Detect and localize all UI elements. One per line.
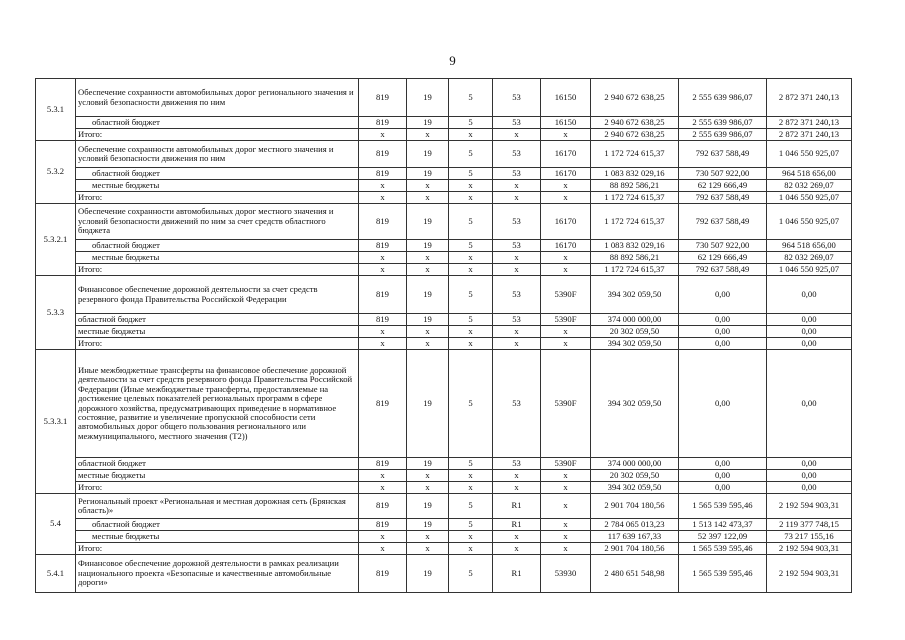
budget-source-cell: областной бюджет <box>76 458 359 470</box>
amount-cell: 792 637 588,49 <box>679 141 767 168</box>
classification-code-cell: x <box>407 180 449 192</box>
amount-cell: 1 083 832 029,16 <box>591 168 679 180</box>
classification-code-cell: x <box>541 252 591 264</box>
classification-code-cell: x <box>449 264 493 276</box>
classification-code-cell: x <box>359 129 407 141</box>
classification-code-cell: x <box>449 326 493 338</box>
amount-cell: 394 302 059,50 <box>591 350 679 458</box>
classification-code-cell: x <box>493 252 541 264</box>
classification-code-cell: 53 <box>493 79 541 117</box>
table-row-sub <box>36 240 852 252</box>
amount-cell: 1 046 550 925,07 <box>767 192 852 204</box>
classification-code-cell: x <box>449 531 493 543</box>
classification-code-cell: x <box>493 129 541 141</box>
classification-code-cell: 53 <box>493 240 541 252</box>
table-row-sub <box>36 519 852 531</box>
budget-source-cell: областной бюджет <box>76 117 359 129</box>
classification-code-cell: 19 <box>407 240 449 252</box>
classification-code-cell: x <box>359 531 407 543</box>
classification-code-cell: x <box>359 264 407 276</box>
classification-code-cell: x <box>359 338 407 350</box>
classification-code-cell: x <box>359 482 407 494</box>
budget-table-body <box>36 79 852 593</box>
classification-code-cell: x <box>359 543 407 555</box>
item-name-cell: Иные межбюджетные трансферты на финансовое обеспечение дорожной деятельности за счет средств резервного фонда Правительства Российской Федерации (Иные межбюджетные трансферты, предоставляемые на достижение целевых показателей региональных программ в сфере дорожного хозяйства, предусматривающих приведение в нормативное состояние, развитие и увеличение пропускной способности сети автомобильных дорог общего пользования регионального или межмуниципального, местного значения (Т2)) <box>76 350 359 458</box>
amount-cell: 52 397 122,09 <box>679 531 767 543</box>
classification-code-cell: 5390F <box>541 350 591 458</box>
amount-cell: 394 302 059,50 <box>591 276 679 314</box>
classification-code-cell: x <box>449 543 493 555</box>
classification-code-cell: x <box>407 338 449 350</box>
table-row-sub <box>36 252 852 264</box>
budget-source-cell: областной бюджет <box>76 314 359 326</box>
amount-cell: 1 046 550 925,07 <box>767 204 852 240</box>
item-code-cell: 5.3.3 <box>36 276 76 350</box>
classification-code-cell: 5 <box>449 314 493 326</box>
budget-source-cell: местные бюджеты <box>76 180 359 192</box>
amount-cell: 2 784 065 013,23 <box>591 519 679 531</box>
amount-cell: 964 518 656,00 <box>767 168 852 180</box>
classification-code-cell: 53 <box>493 276 541 314</box>
classification-code-cell: 19 <box>407 117 449 129</box>
amount-cell: 20 302 059,50 <box>591 470 679 482</box>
table-row-sub <box>36 458 852 470</box>
amount-cell: 2 901 704 180,56 <box>591 543 679 555</box>
table-row-item <box>36 141 852 168</box>
classification-code-cell: 19 <box>407 168 449 180</box>
classification-code-cell: 19 <box>407 141 449 168</box>
classification-code-cell: 5 <box>449 555 493 593</box>
amount-cell: 2 555 639 986,07 <box>679 79 767 117</box>
amount-cell: 2 872 371 240,13 <box>767 117 852 129</box>
classification-code-cell: x <box>407 531 449 543</box>
amount-cell: 0,00 <box>767 458 852 470</box>
item-code-cell: 5.4 <box>36 494 76 555</box>
total-label-cell: Итого: <box>76 264 359 276</box>
classification-code-cell: x <box>449 129 493 141</box>
classification-code-cell: x <box>449 470 493 482</box>
classification-code-cell: x <box>359 252 407 264</box>
classification-code-cell: x <box>541 531 591 543</box>
classification-code-cell: 819 <box>359 555 407 593</box>
classification-code-cell: 5 <box>449 168 493 180</box>
table-row-total <box>36 192 852 204</box>
item-code-cell: 5.3.3.1 <box>36 350 76 494</box>
amount-cell: 0,00 <box>679 470 767 482</box>
amount-cell: 792 637 588,49 <box>679 264 767 276</box>
classification-code-cell: 16170 <box>541 168 591 180</box>
table-row-total <box>36 543 852 555</box>
amount-cell: 2 901 704 180,56 <box>591 494 679 519</box>
classification-code-cell: 5 <box>449 494 493 519</box>
classification-code-cell: 16170 <box>541 204 591 240</box>
classification-code-cell: x <box>407 264 449 276</box>
classification-code-cell: 819 <box>359 458 407 470</box>
amount-cell: 0,00 <box>679 338 767 350</box>
table-row-total <box>36 264 852 276</box>
classification-code-cell: 5390F <box>541 458 591 470</box>
amount-cell: 1 172 724 615,37 <box>591 264 679 276</box>
amount-cell: 1 513 142 473,37 <box>679 519 767 531</box>
classification-code-cell: 5 <box>449 240 493 252</box>
classification-code-cell: x <box>449 252 493 264</box>
classification-code-cell: x <box>407 482 449 494</box>
classification-code-cell: 819 <box>359 494 407 519</box>
amount-cell: 0,00 <box>679 350 767 458</box>
classification-code-cell: x <box>493 470 541 482</box>
table-row-item <box>36 555 852 593</box>
amount-cell: 1 565 539 595,46 <box>679 494 767 519</box>
classification-code-cell: x <box>541 338 591 350</box>
table-row-total <box>36 129 852 141</box>
table-row-sub <box>36 168 852 180</box>
amount-cell: 0,00 <box>679 326 767 338</box>
amount-cell: 2 480 651 548,98 <box>591 555 679 593</box>
classification-code-cell: 5 <box>449 204 493 240</box>
total-label-cell: Итого: <box>76 338 359 350</box>
classification-code-cell: x <box>359 470 407 482</box>
classification-code-cell: 819 <box>359 519 407 531</box>
amount-cell: 730 507 922,00 <box>679 168 767 180</box>
total-label-cell: Итого: <box>76 482 359 494</box>
classification-code-cell: x <box>449 192 493 204</box>
classification-code-cell: 16170 <box>541 141 591 168</box>
item-name-cell: Финансовое обеспечение дорожной деятельности за счет средств резервного фонда Правительства Российской Федерации <box>76 276 359 314</box>
classification-code-cell: x <box>449 338 493 350</box>
amount-cell: 20 302 059,50 <box>591 326 679 338</box>
amount-cell: 374 000 000,00 <box>591 458 679 470</box>
budget-table <box>35 78 852 593</box>
amount-cell: 2 555 639 986,07 <box>679 129 767 141</box>
amount-cell: 0,00 <box>767 470 852 482</box>
classification-code-cell: 16150 <box>541 79 591 117</box>
amount-cell: 394 302 059,50 <box>591 482 679 494</box>
amount-cell: 2 192 594 903,31 <box>767 555 852 593</box>
amount-cell: 2 872 371 240,13 <box>767 129 852 141</box>
classification-code-cell: 5 <box>449 79 493 117</box>
amount-cell: 2 192 594 903,31 <box>767 494 852 519</box>
classification-code-cell: x <box>541 326 591 338</box>
classification-code-cell: 19 <box>407 314 449 326</box>
item-code-cell: 5.4.1 <box>36 555 76 593</box>
classification-code-cell: 53 <box>493 141 541 168</box>
item-name-cell: Финансовое обеспечение дорожной деятельности в рамках реализации национального проекта «Безопасные и качественные автомобильные дороги» <box>76 555 359 593</box>
item-name-cell: Обеспечение сохранности автомобильных дорог регионального значения и условий безопасности движения по ним <box>76 79 359 117</box>
table-row-sub <box>36 117 852 129</box>
amount-cell: 0,00 <box>767 326 852 338</box>
amount-cell: 82 032 269,07 <box>767 180 852 192</box>
classification-code-cell: x <box>541 264 591 276</box>
classification-code-cell: 19 <box>407 555 449 593</box>
classification-code-cell: R1 <box>493 555 541 593</box>
table-row-item <box>36 204 852 240</box>
amount-cell: 88 892 586,21 <box>591 252 679 264</box>
budget-source-cell: местные бюджеты <box>76 531 359 543</box>
table-row-item <box>36 350 852 458</box>
classification-code-cell: 5 <box>449 141 493 168</box>
amount-cell: 792 637 588,49 <box>679 204 767 240</box>
classification-code-cell: x <box>493 180 541 192</box>
classification-code-cell: 19 <box>407 494 449 519</box>
budget-source-cell: областной бюджет <box>76 240 359 252</box>
classification-code-cell: x <box>541 470 591 482</box>
classification-code-cell: x <box>407 326 449 338</box>
budget-source-cell: местные бюджеты <box>76 326 359 338</box>
classification-code-cell: 5 <box>449 276 493 314</box>
classification-code-cell: x <box>493 264 541 276</box>
classification-code-cell: 5390F <box>541 314 591 326</box>
classification-code-cell: 19 <box>407 350 449 458</box>
classification-code-cell: 819 <box>359 168 407 180</box>
amount-cell: 1 565 539 595,46 <box>679 555 767 593</box>
classification-code-cell: 19 <box>407 79 449 117</box>
table-row-item <box>36 494 852 519</box>
total-label-cell: Итого: <box>76 192 359 204</box>
table-row-total <box>36 482 852 494</box>
amount-cell: 0,00 <box>767 338 852 350</box>
classification-code-cell: 53930 <box>541 555 591 593</box>
classification-code-cell: 19 <box>407 276 449 314</box>
classification-code-cell: R1 <box>493 519 541 531</box>
classification-code-cell: x <box>541 180 591 192</box>
classification-code-cell: 53 <box>493 168 541 180</box>
classification-code-cell: 16170 <box>541 240 591 252</box>
amount-cell: 730 507 922,00 <box>679 240 767 252</box>
classification-code-cell: x <box>493 192 541 204</box>
table-row-item <box>36 276 852 314</box>
classification-code-cell: x <box>493 338 541 350</box>
item-name-cell: Обеспечение сохранности автомобильных дорог местного значения и условий безопасности движения по ним <box>76 141 359 168</box>
classification-code-cell: x <box>359 326 407 338</box>
item-code-cell: 5.3.2 <box>36 141 76 204</box>
classification-code-cell: x <box>541 192 591 204</box>
amount-cell: 1 083 832 029,16 <box>591 240 679 252</box>
amount-cell: 0,00 <box>679 314 767 326</box>
classification-code-cell: 19 <box>407 204 449 240</box>
classification-code-cell: x <box>493 326 541 338</box>
table-row-sub <box>36 470 852 482</box>
table-row-sub <box>36 531 852 543</box>
classification-code-cell: 16150 <box>541 117 591 129</box>
classification-code-cell: 5 <box>449 117 493 129</box>
amount-cell: 2 555 639 986,07 <box>679 117 767 129</box>
total-label-cell: Итого: <box>76 543 359 555</box>
classification-code-cell: 819 <box>359 276 407 314</box>
classification-code-cell: x <box>493 543 541 555</box>
classification-code-cell: x <box>407 192 449 204</box>
budget-source-cell: местные бюджеты <box>76 252 359 264</box>
classification-code-cell: 819 <box>359 204 407 240</box>
table-row-total <box>36 338 852 350</box>
table-row-item <box>36 79 852 117</box>
classification-code-cell: x <box>493 482 541 494</box>
budget-source-cell: местные бюджеты <box>76 470 359 482</box>
amount-cell: 0,00 <box>767 482 852 494</box>
classification-code-cell: 819 <box>359 117 407 129</box>
amount-cell: 2 872 371 240,13 <box>767 79 852 117</box>
amount-cell: 1 565 539 595,46 <box>679 543 767 555</box>
classification-code-cell: 819 <box>359 350 407 458</box>
classification-code-cell: 819 <box>359 79 407 117</box>
classification-code-cell: 19 <box>407 458 449 470</box>
amount-cell: 2 119 377 748,15 <box>767 519 852 531</box>
amount-cell: 2 940 672 638,25 <box>591 117 679 129</box>
amount-cell: 0,00 <box>679 458 767 470</box>
classification-code-cell: x <box>359 180 407 192</box>
classification-code-cell: x <box>449 180 493 192</box>
amount-cell: 82 032 269,07 <box>767 252 852 264</box>
table-row-sub <box>36 326 852 338</box>
classification-code-cell: x <box>407 129 449 141</box>
amount-cell: 0,00 <box>767 276 852 314</box>
classification-code-cell: 5 <box>449 350 493 458</box>
item-name-cell: Региональный проект «Региональная и местная дорожная сеть (Брянская область)» <box>76 494 359 519</box>
amount-cell: 0,00 <box>679 482 767 494</box>
classification-code-cell: 53 <box>493 458 541 470</box>
classification-code-cell: 53 <box>493 204 541 240</box>
classification-code-cell: x <box>541 494 591 519</box>
item-code-cell: 5.3.2.1 <box>36 204 76 276</box>
classification-code-cell: 819 <box>359 141 407 168</box>
classification-code-cell: x <box>541 482 591 494</box>
amount-cell: 88 892 586,21 <box>591 180 679 192</box>
classification-code-cell: 5 <box>449 458 493 470</box>
amount-cell: 62 129 666,49 <box>679 180 767 192</box>
page-number: 9 <box>449 53 456 68</box>
classification-code-cell: 819 <box>359 240 407 252</box>
amount-cell: 2 940 672 638,25 <box>591 79 679 117</box>
item-code-cell: 5.3.1 <box>36 79 76 141</box>
classification-code-cell: x <box>359 192 407 204</box>
classification-code-cell: 53 <box>493 350 541 458</box>
classification-code-cell: 19 <box>407 519 449 531</box>
amount-cell: 2 940 672 638,25 <box>591 129 679 141</box>
amount-cell: 2 192 594 903,31 <box>767 543 852 555</box>
amount-cell: 0,00 <box>767 314 852 326</box>
total-label-cell: Итого: <box>76 129 359 141</box>
classification-code-cell: R1 <box>493 494 541 519</box>
amount-cell: 117 639 167,33 <box>591 531 679 543</box>
classification-code-cell: 53 <box>493 117 541 129</box>
amount-cell: 73 217 155,16 <box>767 531 852 543</box>
classification-code-cell: x <box>493 531 541 543</box>
classification-code-cell: 5 <box>449 519 493 531</box>
amount-cell: 1 172 724 615,37 <box>591 204 679 240</box>
amount-cell: 394 302 059,50 <box>591 338 679 350</box>
amount-cell: 1 046 550 925,07 <box>767 141 852 168</box>
budget-source-cell: областной бюджет <box>76 519 359 531</box>
budget-source-cell: областной бюджет <box>76 168 359 180</box>
classification-code-cell: x <box>541 519 591 531</box>
classification-code-cell: 53 <box>493 314 541 326</box>
amount-cell: 62 129 666,49 <box>679 252 767 264</box>
amount-cell: 1 172 724 615,37 <box>591 141 679 168</box>
amount-cell: 0,00 <box>679 276 767 314</box>
classification-code-cell: x <box>407 470 449 482</box>
classification-code-cell: x <box>541 543 591 555</box>
item-name-cell: Обеспечение сохранности автомобильных дорог местного значения и условий безопасности движений по ним за счет средств областного бюджета <box>76 204 359 240</box>
amount-cell: 792 637 588,49 <box>679 192 767 204</box>
classification-code-cell: x <box>541 129 591 141</box>
table-row-sub <box>36 314 852 326</box>
classification-code-cell: x <box>449 482 493 494</box>
amount-cell: 964 518 656,00 <box>767 240 852 252</box>
amount-cell: 1 046 550 925,07 <box>767 264 852 276</box>
amount-cell: 374 000 000,00 <box>591 314 679 326</box>
classification-code-cell: x <box>407 543 449 555</box>
amount-cell: 0,00 <box>767 350 852 458</box>
classification-code-cell: x <box>407 252 449 264</box>
classification-code-cell: 819 <box>359 314 407 326</box>
classification-code-cell: 5390F <box>541 276 591 314</box>
table-row-sub <box>36 180 852 192</box>
amount-cell: 1 172 724 615,37 <box>591 192 679 204</box>
